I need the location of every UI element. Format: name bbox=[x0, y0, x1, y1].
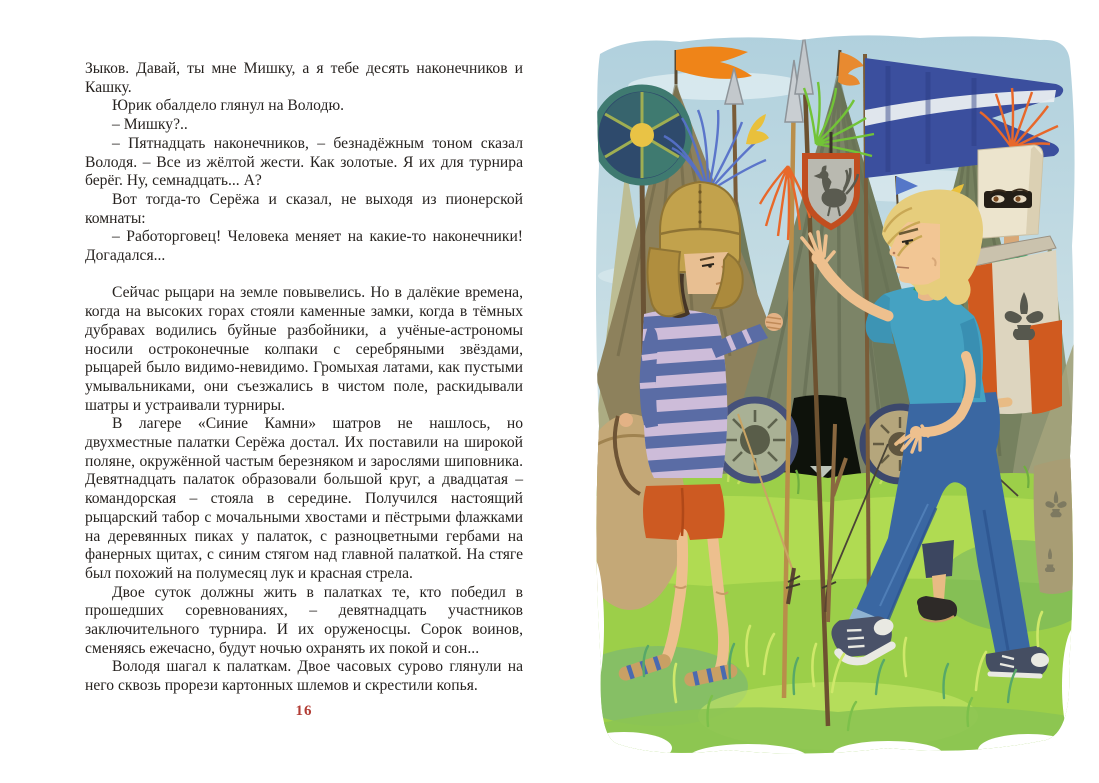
right-page-illustration bbox=[588, 26, 1080, 774]
paragraph: Юрик обалдело глянул на Володю. bbox=[112, 97, 345, 115]
text-block bbox=[85, 60, 523, 696]
paragraph: Двое суток должны жить в палатках те, кто победил в прошедших соревнованиях, – девятнадцать участников заключительного турнира. И их оруженосцы. Сорок воинов, сменяясь ежечасно, будут ночью охранять их покой и сон... bbox=[85, 583, 523, 657]
helmet-cheek-flap bbox=[647, 248, 684, 316]
paragraph: Вот тогда-то Серёжа и сказал, не выходя из пионерской комнаты: bbox=[85, 190, 523, 227]
paragraph: Сейчас рыцари на земле повывелись. Но в далёкие времена, когда на высоких горах стояли каменные замки, когда в тёмных дубравах водились буйные разбойники, а учёные-астрономы носили остроконечные колпаки с серебряными звёздами, рыцарей было видимо-невидимо. Громыхая латами, как пустыми умывальниками, они съезжались в чистом поле, раскидывали шатры и устраивали турниры. bbox=[85, 284, 523, 414]
hidden-sentry-pant bbox=[922, 540, 954, 578]
paragraph: – Работорговец! Человека меняет на какие-то наконечники! Догадался... bbox=[85, 228, 523, 265]
illustration-svg bbox=[588, 26, 1080, 774]
paragraph: Володя шагал к палаткам. Двое часовых сурово глянули на него сквозь прорези картонных шлемов и скрестили копья. bbox=[85, 658, 523, 695]
paragraph: – Пятнадцать наконечников, – безнадёжным тоном сказал Володя. – Все из жёлтой жести. Как золотые. Я их для турнира берёг. Ну, семнадцать... А? bbox=[85, 134, 523, 190]
paragraph: Зыков. Давай, ты мне Мишку, а я тебе десять наконечников и Кашку. bbox=[85, 60, 523, 96]
page-number: 16 bbox=[295, 703, 313, 719]
shield-olive-low bbox=[1034, 459, 1080, 594]
box-helmet bbox=[978, 145, 1043, 238]
paragraph: В лагере «Синие Камни» шатров не нашлось, но двухместные палатки Серёжа достал. Их поставили на широкой поляне, окружённой частым березняком и зарослями шиповника. Девятнадцать палаток образовали большой круг, а двадцатая – командорская – стояла в середине. Получился настоящий рыцарский табор с мочальными хвостами и пёстрыми флажками на деревянных пиках у палаток, с разноцветными гербами на фанерных щитах, с синим стягом над главной палаткой. На стяге был похожий на полумесяц лук и красная стрела. bbox=[85, 415, 523, 582]
paragraph: – Мишку?.. bbox=[112, 116, 188, 134]
squire-hand-low bbox=[619, 413, 633, 427]
